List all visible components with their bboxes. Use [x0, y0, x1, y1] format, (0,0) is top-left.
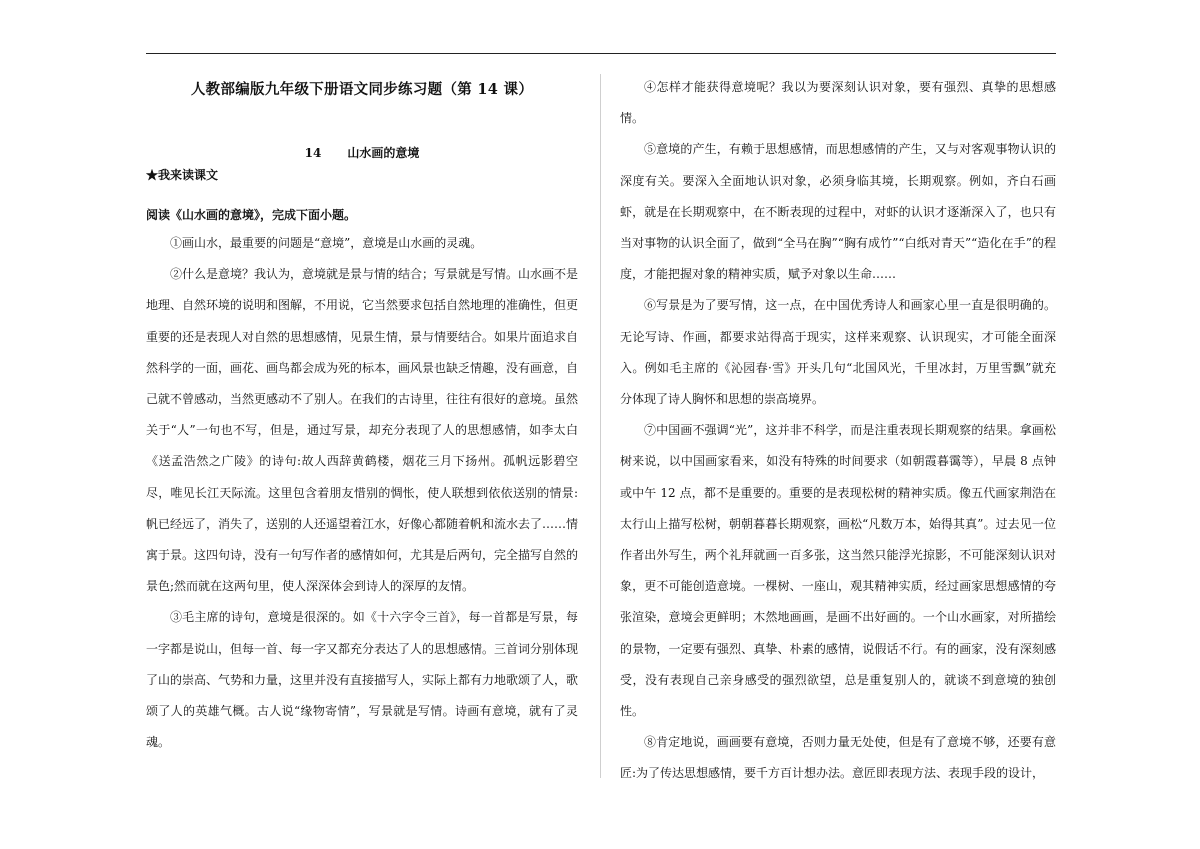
- paragraph-5: ⑤意境的产生，有赖于思想感情，而思想感情的产生，又与对客观事物认识的深度有关。要深入全面地认识对象，必须身临其境，长期观察。例如，齐白石画虾，就是在长期观察中，在不断表现的过程中，对虾的认识才逐渐深入了，也只有当对事物的认识全面了，做到“全马在胸”“胸有成竹”“白纸对青天”“造化在手”的程度，才能把握对象的精神实质，赋予对象以生命……: [620, 142, 1056, 282]
- paragraph-8: ⑧肯定地说，画画要有意境，否则力量无处使，但是有了意境不够，还要有意匠:为了传达思想感情，要千方百计想办法。意匠即表现方法、表现手段的设计，: [620, 735, 1056, 781]
- right-text-block: [620, 72, 1056, 790]
- paragraph-4: ④怎样才能获得意境呢？我以为要深刻认识对象，要有强烈、真挚的思想感情。: [620, 80, 1056, 126]
- paragraph-6: ⑥写景是为了要写情，这一点，在中国优秀诗人和画家心里一直是很明确的。无论写诗、作画，都要求站得高于现实，这样来观察、认识现实，才可能全面深入。例如毛主席的《沁园春·雪》开头几句“北国风光，千里冰封，万里雪飘”就充分体现了诗人胸怀和思想的崇高境界。: [620, 298, 1056, 407]
- column-divider: [600, 74, 601, 778]
- lesson-name: 山水画的意境: [347, 146, 420, 160]
- paragraph-1: ①画山水，最重要的问题是“意境”，意境是山水画的灵魂。: [170, 236, 483, 250]
- left-text-block: [146, 228, 578, 758]
- document-title: 人教部编版九年级下册语文同步练习题（第 14 课）: [190, 81, 534, 98]
- paragraph-2: ②什么是意境？我认为，意境就是景与情的结合；写景就是写情。山水画不是地理、自然环境的说明和图解，不用说，它当然要求包括自然地理的准确性，但更重要的还是表现人对自然的思想感情，见景生情，景与情要结合。如果片面追求自然科学的一面，画花、画鸟都会成为死的标本，画风景也缺乏情趣，没有画意，自己就不曾感动，当然更感动不了别人。在我们的古诗里，往往有很好的意境。虽然关于“人”一句也不写，但是，通过写景，却充分表现了人的思想感情，如李太白《送孟浩然之广陵》的诗句:故人西辞黄鹤楼，烟花三月下扬州。孤帆远影碧空尽，唯见长江天际流。这里包含着朋友惜别的惆怅，使人联想到依依送别的情景:帆已经远了，消失了，送别的人还遥望着江水，好像心都随着帆和流水去了……情寓于景。这四句诗，没有一句写作者的感情如何，尤其是后两句，完全描写自然的景色;然而就在这两句里，使人深深体会到诗人的深厚的友情。: [146, 267, 579, 594]
- lesson-heading: [146, 144, 578, 161]
- lesson-number: 14: [304, 146, 322, 160]
- paragraph-7: ⑦中国画不强调“光”，这并非不科学，而是注重表现长期观察的结果。拿画松树来说，以中国画家看来，如没有特殊的时间要求（如朝霞暮霭等），早晨 8 点钟或中午 12 点，都不是重要的。重要的是表现松树的精神实质。像五代画家荆浩在太行山上描写松树，朝朝暮暮长期观察，画松“凡数万本，始得其真”。过去见一位作者出外写生，两个礼拜就画一百多张，这当然只能浮光掠影，不可能深刻认识对象，更不可能创造意境。一棵树、一座山，观其精神实质，经过画家思想感情的夸张渲染，意境会更鲜明；木然地画画，是画不出好画的。一个山水画家，对所描绘的景物，一定要有强烈、真挚、朴素的感情，说假话不行。有的画家，没有深刻感受，没有表现自己亲身感受的强烈欲望，总是重复别人的，就谈不到意境的独创性。: [620, 423, 1056, 719]
- reading-instruction: 阅读《山水画的意境》，完成下面小题。: [146, 208, 357, 222]
- paragraph-3: ③毛主席的诗句，意境是很深的。如《十六字令三首》，每一首都是写景，每一字都是说山，但每一首、每一字又都充分表达了人的思想感情。三首词分别体现了山的崇高、气势和力量，这里并没有直接描写人，实际上都有力地歌颂了人，歌颂了人的英雄气概。古人说“缘物寄情”，写景就是写情。诗画有意境，就有了灵魂。: [146, 610, 579, 750]
- header-rule: [146, 53, 1056, 54]
- section-label: ★我来读课文: [146, 168, 219, 182]
